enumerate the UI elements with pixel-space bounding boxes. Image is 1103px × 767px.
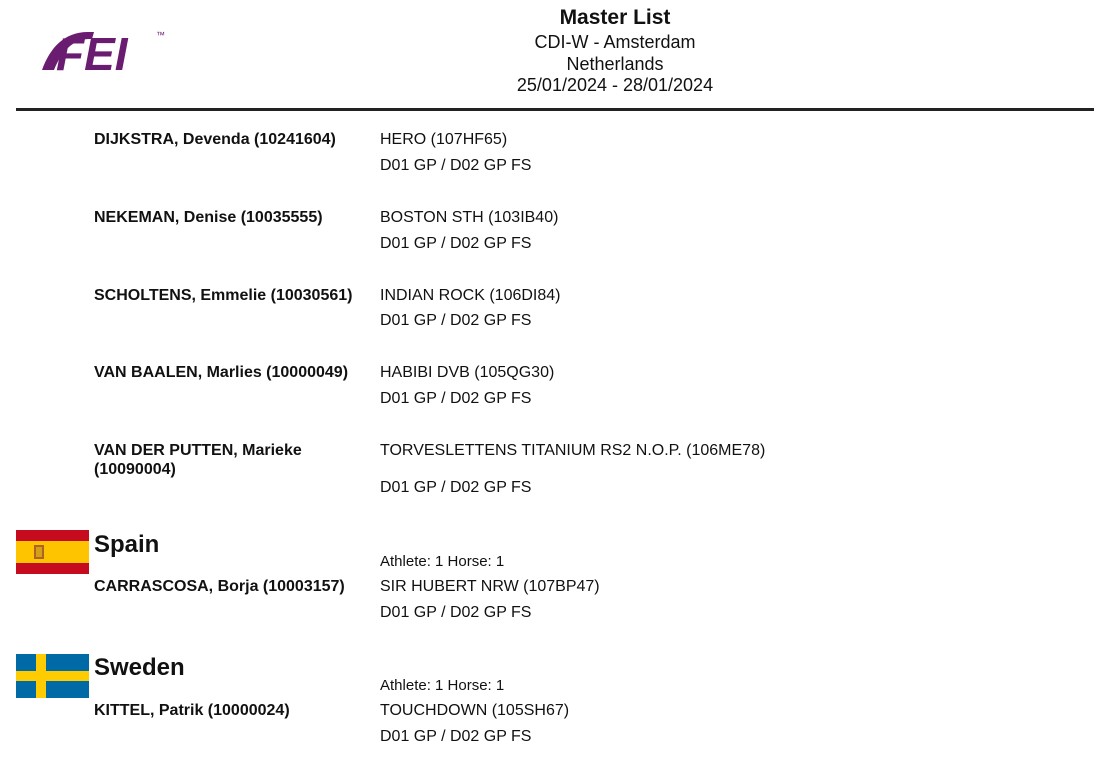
document-title: Master List bbox=[559, 6, 671, 29]
nation-summary: Athlete: 1 Horse: 1 bbox=[380, 677, 505, 694]
athlete-name: KITTEL, Patrik (10000024) bbox=[94, 702, 290, 719]
athlete-name: VAN BAALEN, Marlies (10000049) bbox=[94, 364, 349, 381]
competition-classes: D01 GP / D02 GP FS bbox=[380, 235, 532, 252]
event-name: CDI-W - Amsterdam bbox=[534, 32, 696, 52]
header-divider bbox=[16, 108, 1094, 111]
competition-classes: D01 GP / D02 GP FS bbox=[380, 312, 532, 329]
logo-trademark: ™ bbox=[156, 30, 165, 40]
country-heading-sweden: Sweden bbox=[94, 654, 185, 681]
spain-flag-icon bbox=[16, 530, 89, 574]
nation-summary: Athlete: 1 Horse: 1 bbox=[380, 553, 505, 570]
country-heading-spain: Spain bbox=[94, 531, 160, 558]
horse-name: BOSTON STH (103IB40) bbox=[380, 209, 559, 226]
athlete-name: CARRASCOSA, Borja (10003157) bbox=[94, 578, 345, 595]
competition-classes: D01 GP / D02 GP FS bbox=[380, 728, 532, 745]
athlete-name: NEKEMAN, Denise (10035555) bbox=[94, 209, 323, 226]
competition-classes: D01 GP / D02 GP FS bbox=[380, 390, 532, 407]
competition-classes: D01 GP / D02 GP FS bbox=[380, 604, 532, 621]
athlete-name: DIJKSTRA, Devenda (10241604) bbox=[94, 131, 336, 148]
event-dates: 25/01/2024 - 28/01/2024 bbox=[516, 75, 714, 95]
competition-classes: D01 GP / D02 GP FS bbox=[380, 157, 532, 174]
athlete-name: SCHOLTENS, Emmelie (10030561) bbox=[94, 287, 353, 304]
sweden-flag-icon bbox=[16, 654, 89, 698]
horse-name: SIR HUBERT NRW (107BP47) bbox=[380, 578, 600, 595]
horse-name: HERO (107HF65) bbox=[380, 131, 508, 148]
competition-classes: D01 GP / D02 GP FS bbox=[380, 479, 532, 496]
horse-name: HABIBI DVB (105QG30) bbox=[380, 364, 555, 381]
horse-name: TORVESLETTENS TITANIUM RS2 N.O.P. (106ME78) bbox=[380, 442, 766, 459]
horse-name: INDIAN ROCK (106DI84) bbox=[380, 287, 561, 304]
athlete-name: VAN DER PUTTEN, Marieke (10090004) bbox=[94, 442, 302, 478]
event-country: Netherlands bbox=[566, 54, 664, 74]
logo-text: FEI bbox=[56, 28, 128, 74]
horse-name: TOUCHDOWN (105SH67) bbox=[380, 702, 570, 719]
